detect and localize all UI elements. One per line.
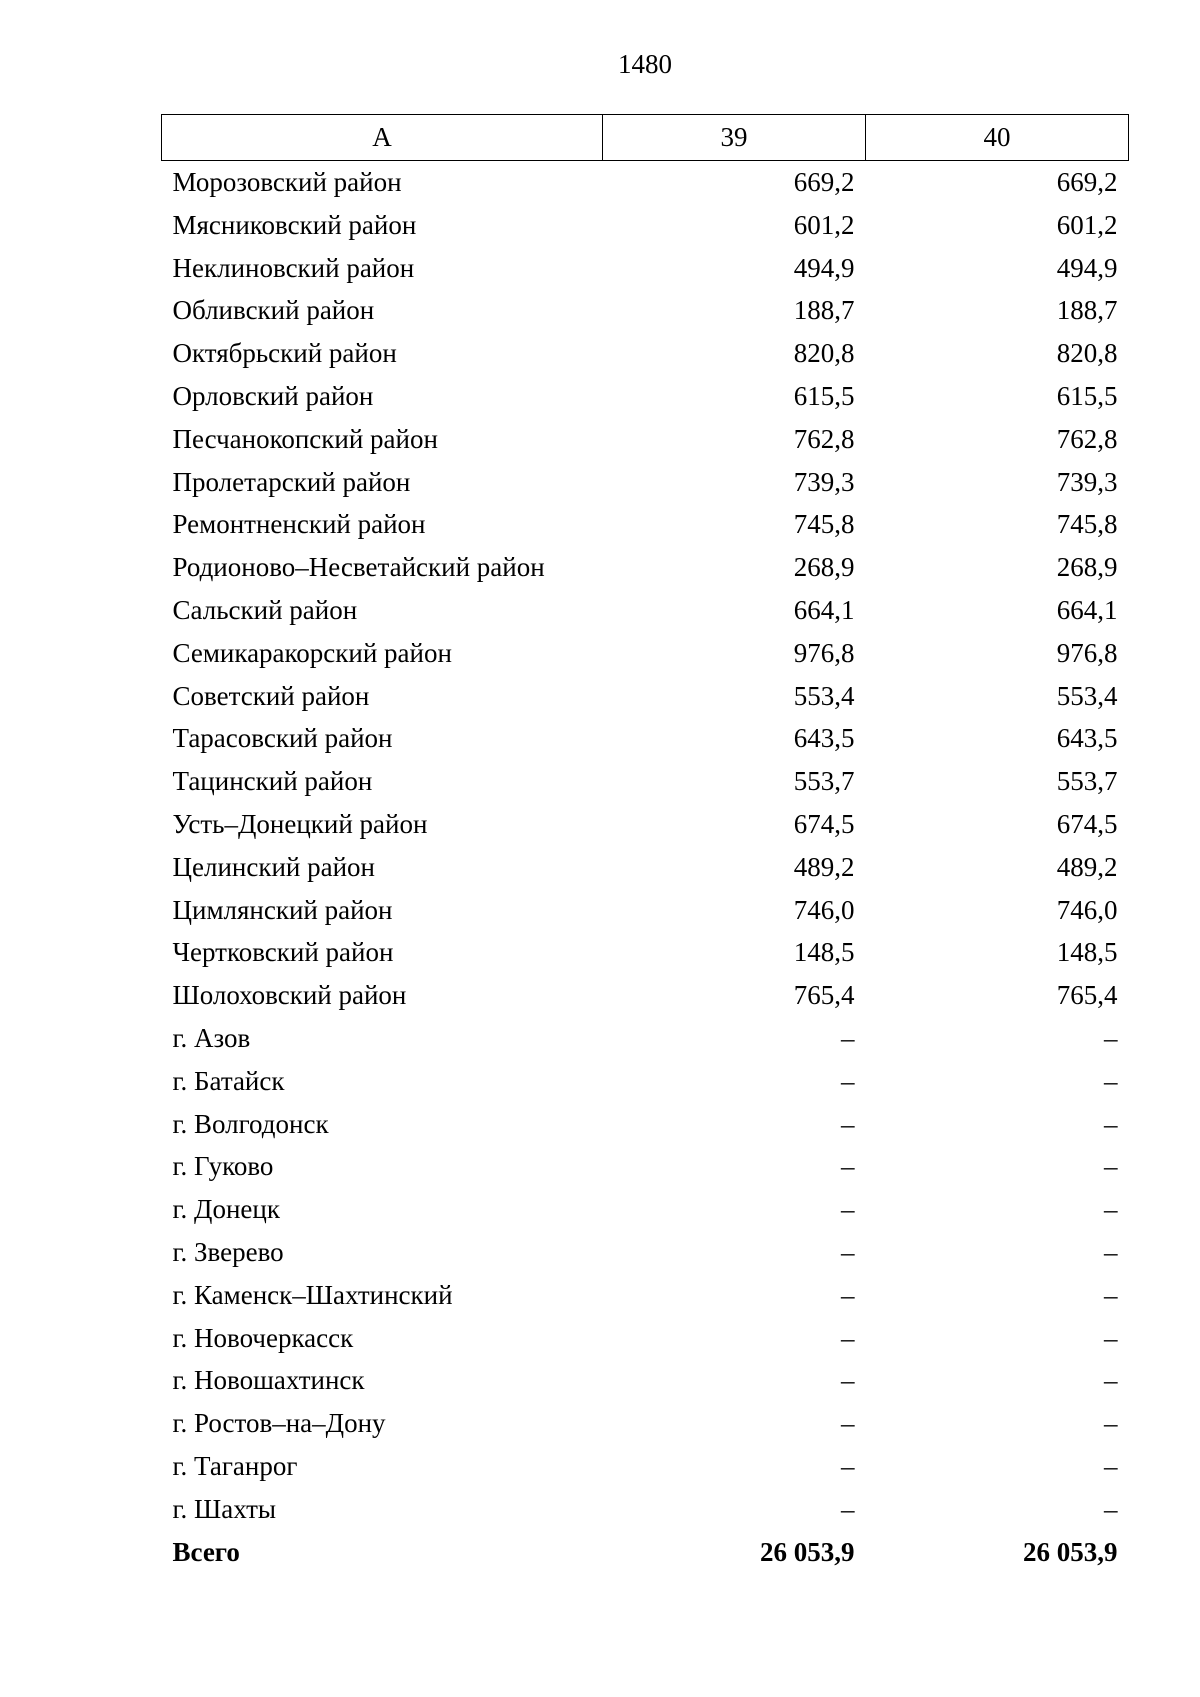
- data-table: [161, 114, 1129, 1573]
- table-row: [162, 889, 1129, 932]
- row-name-cell: г. Ростов–на–Дону: [172, 1408, 386, 1439]
- row-value-39-cell: 762,8: [793, 423, 855, 454]
- table-row: [162, 1488, 1129, 1531]
- row-name-cell: Октябрьский район: [172, 338, 397, 369]
- row-value-40-cell: –: [1104, 1279, 1118, 1310]
- row-name-cell: г. Гуково: [172, 1151, 274, 1182]
- row-value-39-cell: –: [841, 1236, 855, 1267]
- row-value-39-cell: 664,1: [793, 594, 855, 625]
- row-value-40-cell: 553,7: [1056, 766, 1118, 797]
- table-row: [162, 375, 1129, 418]
- table-row: [162, 717, 1129, 760]
- row-name-cell: Целинский район: [172, 851, 375, 882]
- table-row: [162, 1103, 1129, 1146]
- row-name-cell: Обливский район: [172, 295, 375, 326]
- table-row: [162, 1274, 1129, 1317]
- row-value-40-cell: 674,5: [1056, 808, 1118, 839]
- header-cell-40: 40: [866, 115, 1129, 161]
- row-value-39-cell: 553,4: [793, 680, 855, 711]
- table-container: [161, 114, 1128, 1573]
- row-name-cell: г. Донецк: [172, 1194, 280, 1225]
- row-value-39-cell: 746,0: [793, 894, 855, 925]
- table-row: [162, 418, 1129, 461]
- table-row: [162, 204, 1129, 247]
- page-number: 1480: [618, 49, 672, 79]
- row-value-40-cell: 739,3: [1056, 466, 1118, 497]
- row-value-39-cell: 601,2: [793, 209, 855, 240]
- row-value-40-cell: 553,4: [1056, 680, 1118, 711]
- row-name-cell: г. Новочеркасск: [172, 1322, 354, 1353]
- row-name-cell: Сальский район: [172, 594, 358, 625]
- total-row: [162, 1531, 1129, 1574]
- row-name-cell: Родионово–Несветайский район: [172, 552, 545, 583]
- row-value-40-cell: 765,4: [1056, 980, 1118, 1011]
- total-value-40-cell: 26 053,9: [1023, 1536, 1118, 1567]
- row-value-40-cell: 188,7: [1056, 295, 1118, 326]
- row-value-40-cell: –: [1104, 1065, 1118, 1096]
- row-value-39-cell: –: [841, 1194, 855, 1225]
- row-name-cell: Советский район: [172, 680, 370, 711]
- table-row: [162, 675, 1129, 718]
- row-value-39-cell: 489,2: [793, 851, 855, 882]
- row-value-40-cell: 976,8: [1056, 637, 1118, 668]
- row-value-39-cell: –: [841, 1065, 855, 1096]
- table-row: [162, 760, 1129, 803]
- row-name-cell: г. Батайск: [172, 1065, 285, 1096]
- table-row: [162, 1145, 1129, 1188]
- header-cell-a: А: [162, 115, 603, 161]
- total-value-39-cell: 26 053,9: [760, 1536, 855, 1567]
- row-value-39-cell: 820,8: [793, 338, 855, 369]
- table-row: [162, 846, 1129, 889]
- row-value-40-cell: 820,8: [1056, 338, 1118, 369]
- row-value-39-cell: 765,4: [793, 980, 855, 1011]
- table-body: [162, 161, 1129, 1574]
- row-name-cell: Тарасовский район: [172, 723, 393, 754]
- row-value-40-cell: 762,8: [1056, 423, 1118, 454]
- row-value-40-cell: 669,2: [1056, 167, 1118, 197]
- row-value-40-cell: –: [1104, 1365, 1118, 1396]
- header-cell-39: 39: [603, 115, 866, 161]
- row-name-cell: Цимлянский район: [172, 894, 393, 925]
- row-value-40-cell: 489,2: [1056, 851, 1118, 882]
- table-row: [162, 1231, 1129, 1274]
- table-row: [162, 1445, 1129, 1488]
- row-name-cell: г. Каменск–Шахтинский: [172, 1279, 453, 1310]
- row-value-39-cell: –: [841, 1279, 855, 1310]
- row-name-cell: Семикаракорский район: [172, 637, 452, 668]
- row-value-39-cell: –: [841, 1493, 855, 1524]
- row-value-39-cell: 674,5: [793, 808, 855, 839]
- total-name-cell: Всего: [172, 1536, 240, 1567]
- row-value-40-cell: –: [1104, 1493, 1118, 1524]
- row-name-cell: Мясниковский район: [172, 209, 417, 240]
- row-value-40-cell: –: [1104, 1450, 1118, 1481]
- header-row: [162, 115, 1129, 161]
- row-name-cell: г. Шахты: [172, 1493, 277, 1524]
- table-row: [162, 1188, 1129, 1231]
- row-value-39-cell: –: [841, 1108, 855, 1139]
- row-name-cell: Орловский район: [172, 380, 374, 411]
- row-value-39-cell: 615,5: [793, 380, 855, 411]
- row-name-cell: Тацинский район: [172, 766, 373, 797]
- row-value-39-cell: –: [841, 1450, 855, 1481]
- table-row: [162, 1402, 1129, 1445]
- row-name-cell: г. Таганрог: [172, 1450, 298, 1481]
- row-name-cell: г. Новошахтинск: [172, 1365, 365, 1396]
- row-value-40-cell: 615,5: [1056, 380, 1118, 411]
- row-value-39-cell: 739,3: [793, 466, 855, 497]
- row-value-39-cell: –: [841, 1408, 855, 1439]
- row-name-cell: Морозовский район: [172, 167, 402, 197]
- row-name-cell: г. Азов: [172, 1022, 251, 1053]
- table-row: [162, 503, 1129, 546]
- row-name-cell: Неклиновский район: [172, 252, 415, 283]
- table-row: [162, 247, 1129, 290]
- row-name-cell: Усть–Донецкий район: [172, 808, 428, 839]
- table-row: [162, 632, 1129, 675]
- row-value-40-cell: 664,1: [1056, 594, 1118, 625]
- table-row: [162, 546, 1129, 589]
- table-row: [162, 1060, 1129, 1103]
- row-value-40-cell: –: [1104, 1022, 1118, 1053]
- row-value-40-cell: –: [1104, 1194, 1118, 1225]
- row-value-40-cell: 601,2: [1056, 209, 1118, 240]
- row-name-cell: Песчанокопский район: [172, 423, 438, 454]
- row-value-39-cell: 268,9: [793, 552, 855, 583]
- table-row: [162, 589, 1129, 632]
- row-value-40-cell: 268,9: [1056, 552, 1118, 583]
- table-row: [162, 1017, 1129, 1060]
- row-value-40-cell: 148,5: [1056, 937, 1118, 968]
- row-name-cell: Пролетарский район: [172, 466, 411, 497]
- table-header: [162, 115, 1129, 161]
- row-value-40-cell: –: [1104, 1322, 1118, 1353]
- table-row: [162, 1359, 1129, 1402]
- row-value-40-cell: 745,8: [1056, 509, 1118, 540]
- row-value-40-cell: 746,0: [1056, 894, 1118, 925]
- row-name-cell: г. Зверево: [172, 1236, 284, 1267]
- row-name-cell: Чертковский район: [172, 937, 394, 968]
- row-value-39-cell: 494,9: [793, 252, 855, 283]
- row-value-39-cell: 188,7: [793, 295, 855, 326]
- row-value-39-cell: 669,2: [793, 167, 855, 197]
- row-value-40-cell: 643,5: [1056, 723, 1118, 754]
- row-value-39-cell: 148,5: [793, 937, 855, 968]
- table-row: [162, 1317, 1129, 1360]
- row-value-39-cell: 643,5: [793, 723, 855, 754]
- row-value-39-cell: –: [841, 1151, 855, 1182]
- row-value-39-cell: –: [841, 1022, 855, 1053]
- row-value-40-cell: 494,9: [1056, 252, 1118, 283]
- row-value-40-cell: –: [1104, 1236, 1118, 1267]
- table-row: [162, 161, 1129, 204]
- row-name-cell: Шолоховский район: [172, 980, 407, 1011]
- row-value-39-cell: 976,8: [793, 637, 855, 668]
- table-row: [162, 289, 1129, 332]
- table-row: [162, 974, 1129, 1017]
- row-value-40-cell: –: [1104, 1408, 1118, 1439]
- row-name-cell: г. Волгодонск: [172, 1108, 329, 1139]
- table-row: [162, 803, 1129, 846]
- row-value-39-cell: –: [841, 1365, 855, 1396]
- row-value-39-cell: 553,7: [793, 766, 855, 797]
- table-row: [162, 931, 1129, 974]
- row-value-39-cell: –: [841, 1322, 855, 1353]
- table-row: [162, 461, 1129, 504]
- row-value-40-cell: –: [1104, 1108, 1118, 1139]
- table-row: [162, 332, 1129, 375]
- row-value-40-cell: –: [1104, 1151, 1118, 1182]
- row-name-cell: Ремонтненский район: [172, 509, 426, 540]
- row-value-39-cell: 745,8: [793, 509, 855, 540]
